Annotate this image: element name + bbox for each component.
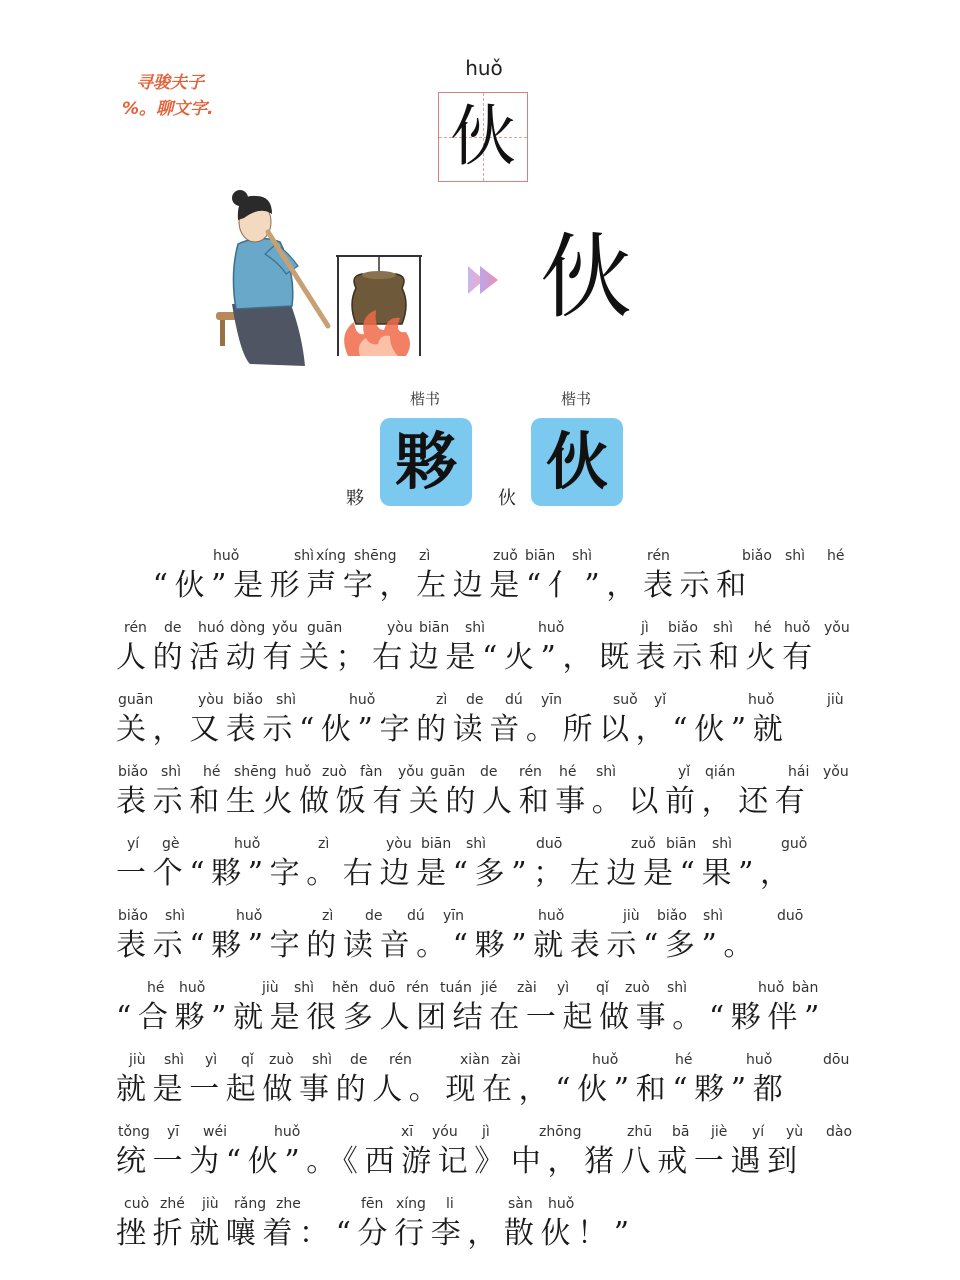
pinyin-syllable: huǒ	[349, 692, 376, 708]
hanzi-line: 表示和生火做饭有关的人和事。以前，还有	[116, 784, 812, 819]
pinyin-syllable: zuǒ	[493, 548, 518, 564]
pinyin-syllable: gè	[162, 836, 180, 852]
text-line	[116, 688, 856, 760]
text-line	[116, 904, 856, 976]
pinyin-syllable: zài	[517, 980, 537, 996]
pinyin-syllable: shì	[276, 692, 297, 708]
pinyin-syllable: huǒ	[784, 620, 811, 636]
pinyin-syllable: biān	[666, 836, 697, 852]
pinyin-syllable: yòu	[386, 836, 412, 852]
pinyin-syllable: hé	[827, 548, 845, 564]
pinyin-syllable: fēn	[361, 1196, 384, 1212]
pinyin-syllable: shì	[466, 836, 487, 852]
pinyin-syllable: qián	[705, 764, 736, 780]
pinyin-syllable: zì	[318, 836, 330, 852]
pinyin-syllable: yì	[205, 1052, 218, 1068]
text-line	[116, 1120, 856, 1192]
pinyin-syllable: jiù	[202, 1196, 219, 1212]
pinyin-syllable: dào	[826, 1124, 853, 1140]
pinyin-syllable: zhé	[160, 1196, 185, 1212]
pinyin-syllable: jiù	[623, 908, 640, 924]
pinyin-syllable: biǎo	[118, 764, 148, 780]
pinyin-syllable: shì	[294, 548, 315, 564]
text-line	[116, 544, 856, 616]
hanzi-line: 人的活动有关；右边是“火”，既表示和火有	[116, 640, 819, 675]
pinyin-syllable: yǒu	[824, 620, 850, 636]
form-caption-1: 夥	[346, 488, 364, 509]
pinyin-syllable: qǐ	[596, 980, 609, 996]
pinyin-syllable: shì	[712, 836, 733, 852]
pinyin-syllable: sàn	[508, 1196, 533, 1212]
pinyin-syllable: biǎo	[742, 548, 772, 564]
pinyin-syllable: jì	[482, 1124, 490, 1140]
form-caption-2: 伙	[498, 488, 516, 509]
header-character: 伙	[450, 98, 516, 175]
pinyin-syllable: xiàn	[460, 1052, 490, 1068]
pinyin-syllable: rén	[519, 764, 542, 780]
pinyin-syllable: biǎo	[657, 908, 687, 924]
pinyin-syllable: shì	[572, 548, 593, 564]
text-line	[116, 976, 856, 1048]
pinyin-syllable: huǒ	[592, 1052, 619, 1068]
pinyin-syllable: zài	[501, 1052, 521, 1068]
pinyin-syllable: yī	[167, 1124, 180, 1140]
pinyin-syllable: yòu	[387, 620, 413, 636]
pinyin-syllable: cuò	[124, 1196, 150, 1212]
pinyin-syllable: hé	[203, 764, 221, 780]
pinyin-syllable: guān	[307, 620, 343, 636]
hanzi-line: “合夥”就是很多人团结在一起做事。“夥伴”	[116, 1000, 826, 1035]
pinyin-syllable: xíng	[396, 1196, 426, 1212]
hanzi-line: “伙”是形声字，左边是“亻”，表示和	[116, 568, 753, 603]
pinyin-syllable: dòng	[230, 620, 266, 636]
pinyin-syllable: huǒ	[548, 1196, 575, 1212]
pinyin-syllable: jié	[481, 980, 498, 996]
pinyin-syllable: biān	[419, 620, 450, 636]
pinyin-syllable: jiù	[129, 1052, 146, 1068]
pinyin-syllable: hái	[788, 764, 810, 780]
pinyin-syllable: de	[466, 692, 484, 708]
form-tile-2: 伙	[531, 418, 623, 506]
pinyin-syllable: huǒ	[538, 908, 565, 924]
pinyin-syllable: shì	[667, 980, 688, 996]
pinyin-syllable: duō	[536, 836, 563, 852]
pinyin-syllable: shì	[596, 764, 617, 780]
pinyin-syllable: yǐ	[654, 692, 667, 708]
pinyin-syllable: huǒ	[236, 908, 263, 924]
form-label-1: 楷书	[409, 390, 440, 408]
pinyin-syllable: zì	[322, 908, 334, 924]
logo	[122, 70, 214, 122]
pinyin-syllable: yǒu	[398, 764, 424, 780]
pinyin-syllable: dú	[407, 908, 425, 924]
pinyin-syllable: rǎng	[234, 1196, 267, 1212]
pinyin-syllable: hěn	[332, 980, 359, 996]
pinyin-syllable: yù	[786, 1124, 804, 1140]
pinyin-syllable: xī	[401, 1124, 414, 1140]
pinyin-syllable: shēng	[354, 548, 397, 564]
pinyin-syllable: jiù	[827, 692, 844, 708]
pinyin-syllable: biān	[525, 548, 556, 564]
pinyin-syllable: shì	[312, 1052, 333, 1068]
evolution-arrow-icon	[466, 264, 500, 296]
pinyin-syllable: duō	[369, 980, 396, 996]
pinyin-syllable: zuò	[269, 1052, 294, 1068]
logo-line-1: 寻骏夫子	[136, 73, 204, 93]
pinyin-syllable: zhe	[276, 1196, 301, 1212]
pinyin-syllable: rén	[124, 620, 147, 636]
pinyin-syllable: zì	[436, 692, 448, 708]
pinyin-syllable: huǒ	[758, 980, 785, 996]
pinyin-syllable: guān	[430, 764, 466, 780]
pinyin-syllable: biǎo	[233, 692, 263, 708]
pinyin-syllable: de	[365, 908, 383, 924]
pinyin-syllable: shì	[465, 620, 486, 636]
text-line	[116, 832, 856, 904]
character-grid-box	[438, 92, 528, 182]
pinyin-syllable: biǎo	[118, 908, 148, 924]
pinyin-syllable: shì	[165, 908, 186, 924]
pinyin-syllable: zuǒ	[631, 836, 656, 852]
pinyin-syllable: yǒu	[272, 620, 298, 636]
pinyin-syllable: yí	[752, 1124, 765, 1140]
text-line	[116, 1192, 856, 1264]
form-label-2: 楷书	[560, 390, 591, 408]
pinyin-syllable: yòu	[198, 692, 224, 708]
pinyin-syllable: de	[480, 764, 498, 780]
pinyin-syllable: shì	[164, 1052, 185, 1068]
pinyin-syllable: bàn	[792, 980, 819, 996]
pinyin-syllable: de	[350, 1052, 368, 1068]
modern-character: 伙	[540, 224, 633, 331]
pinyin-syllable: huǒ	[234, 836, 261, 852]
pinyin-syllable: suǒ	[613, 692, 638, 708]
pinyin-syllable: dōu	[823, 1052, 850, 1068]
pinyin-syllable: tuán	[440, 980, 472, 996]
hanzi-line: 关，又表示“伙”字的读音。所以，“伙”就	[116, 712, 790, 747]
pinyin-syllable: shì	[703, 908, 724, 924]
pinyin-syllable: rén	[647, 548, 670, 564]
pinyin-syllable: wéi	[203, 1124, 227, 1140]
pinyin-syllable: yǒu	[823, 764, 849, 780]
pinyin-syllable: huó	[198, 620, 225, 636]
pinyin-syllable: rén	[406, 980, 429, 996]
pinyin-syllable: guǒ	[781, 836, 808, 852]
hanzi-line: 就是一起做事的人。现在，“伙”和“夥”都	[116, 1072, 790, 1107]
pinyin-syllable: hé	[559, 764, 577, 780]
pinyin-syllable: rén	[389, 1052, 412, 1068]
pinyin-syllable: yì	[557, 980, 570, 996]
pinyin-syllable: jì	[641, 620, 649, 636]
hanzi-line: 挫折就嚷着：“分行李，散伙！”	[116, 1216, 636, 1251]
pinyin-syllable: yīn	[541, 692, 563, 708]
pinyin-syllable: de	[164, 620, 182, 636]
pinyin-syllable: bā	[672, 1124, 690, 1140]
pinyin-syllable: shì	[161, 764, 182, 780]
pinyin-syllable: shì	[713, 620, 734, 636]
hanzi-line: 表示“夥”字的读音。“夥”就表示“多”。	[116, 928, 761, 963]
pinyin-syllable: jiè	[711, 1124, 728, 1140]
pinyin-syllable: hé	[754, 620, 772, 636]
pinyin-syllable: zì	[419, 548, 431, 564]
pinyin-syllable: zhōng	[539, 1124, 582, 1140]
pinyin-syllable: li	[446, 1196, 454, 1212]
pinyin-syllable: tǒng	[118, 1124, 150, 1140]
pinyin-syllable: hé	[675, 1052, 693, 1068]
pinyin-syllable: shì	[785, 548, 806, 564]
explanation-text	[116, 544, 856, 1264]
pinyin-syllable: guān	[118, 692, 154, 708]
pinyin-syllable: dú	[505, 692, 523, 708]
pinyin-syllable: shì	[294, 980, 315, 996]
pinyin-syllable: xíng	[316, 548, 346, 564]
pinyin-syllable: huǒ	[746, 1052, 773, 1068]
pinyin-syllable: zhū	[627, 1124, 653, 1140]
pinyin-syllable: zuò	[625, 980, 650, 996]
pinyin-syllable: shēng	[234, 764, 277, 780]
pinyin-syllable: hé	[147, 980, 165, 996]
pinyin-syllable: zuò	[322, 764, 347, 780]
pinyin-syllable: biǎo	[668, 620, 698, 636]
text-line	[116, 1048, 856, 1120]
pinyin-syllable: huǒ	[748, 692, 775, 708]
text-line	[116, 760, 856, 832]
pinyin-syllable: huǒ	[213, 548, 240, 564]
pinyin-syllable: yí	[127, 836, 140, 852]
hanzi-line: 一个“夥”字。右边是“多”；左边是“果”，	[116, 856, 797, 891]
pinyin-syllable: jiù	[262, 980, 279, 996]
hanzi-line: 统一为“伙”。《西游记》中，猪八戒一遇到	[116, 1144, 804, 1179]
pinyin-syllable: duō	[777, 908, 804, 924]
pinyin-syllable: yóu	[432, 1124, 458, 1140]
text-line	[116, 616, 856, 688]
pinyin-syllable: biān	[421, 836, 452, 852]
logo-line-2: %。聊文字.	[122, 99, 214, 119]
pinyin-syllable: yīn	[443, 908, 465, 924]
header-pinyin: huǒ	[465, 56, 503, 80]
pinyin-syllable: huǒ	[285, 764, 312, 780]
pinyin-syllable: fàn	[360, 764, 383, 780]
pinyin-syllable: huǒ	[538, 620, 565, 636]
pinyin-syllable: huǒ	[274, 1124, 301, 1140]
pinyin-syllable: qǐ	[241, 1052, 254, 1068]
cooking-woman-illustration	[210, 184, 430, 374]
form-tile-1: 夥	[380, 418, 472, 506]
pinyin-syllable: huǒ	[179, 980, 206, 996]
pinyin-syllable: yǐ	[678, 764, 691, 780]
